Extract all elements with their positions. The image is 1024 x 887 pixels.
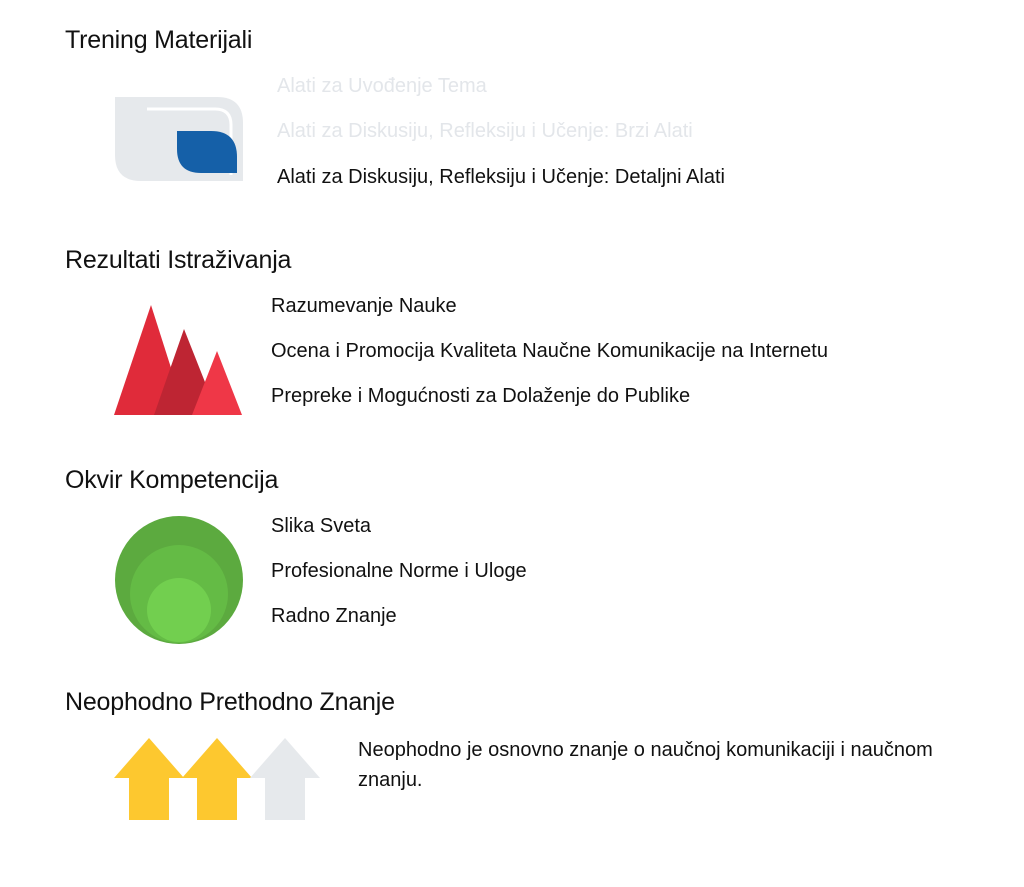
section-title-research: Rezultati Istraživanja bbox=[65, 246, 292, 274]
competence-item-professional-norms[interactable]: Profesionalne Norme i Uloge bbox=[271, 560, 527, 582]
arrow-empty-3 bbox=[250, 738, 320, 820]
training-item-intro-tools[interactable]: Alati za Uvođenje Tema bbox=[277, 75, 487, 97]
prerequisite-description: Neophodno je osnovno znanje o naučnoj komunikaciji i naučnom znanju. bbox=[358, 739, 933, 791]
arrow-filled-1 bbox=[114, 738, 184, 820]
research-item-understanding-science[interactable]: Razumevanje Nauke bbox=[271, 295, 457, 317]
section-title-training: Trening Materijali bbox=[65, 26, 253, 54]
section-title-competence: Okvir Kompetencija bbox=[65, 466, 279, 494]
research-item-barriers-opportunities[interactable]: Prepreke i Mogućnosti za Dolaženje do Publike bbox=[271, 385, 691, 407]
competence-item-working-knowledge[interactable]: Radno Znanje bbox=[271, 605, 397, 627]
training-item-quick-tools[interactable]: Alati za Diskusiju, Refleksiju i Učenje: Brzi Alati bbox=[277, 120, 693, 142]
section-title-prerequisite: Neophodno Prethodno Znanje bbox=[65, 688, 395, 716]
arrows-up-icon bbox=[114, 738, 320, 820]
competence-item-world-view[interactable]: Slika Sveta bbox=[271, 515, 372, 537]
training-item-detailed-tools[interactable]: Alati za Diskusiju, Refleksiju i Učenje: Detaljni Alati bbox=[277, 166, 725, 188]
mountains-icon bbox=[114, 303, 244, 415]
arrow-filled-2 bbox=[182, 738, 252, 820]
concentric-circles-icon bbox=[114, 515, 244, 645]
research-item-quality-assessment[interactable]: Ocena i Promocija Kvaliteta Naučne Komunikacije na Internetu bbox=[271, 340, 828, 362]
leaf-icon bbox=[115, 97, 243, 181]
